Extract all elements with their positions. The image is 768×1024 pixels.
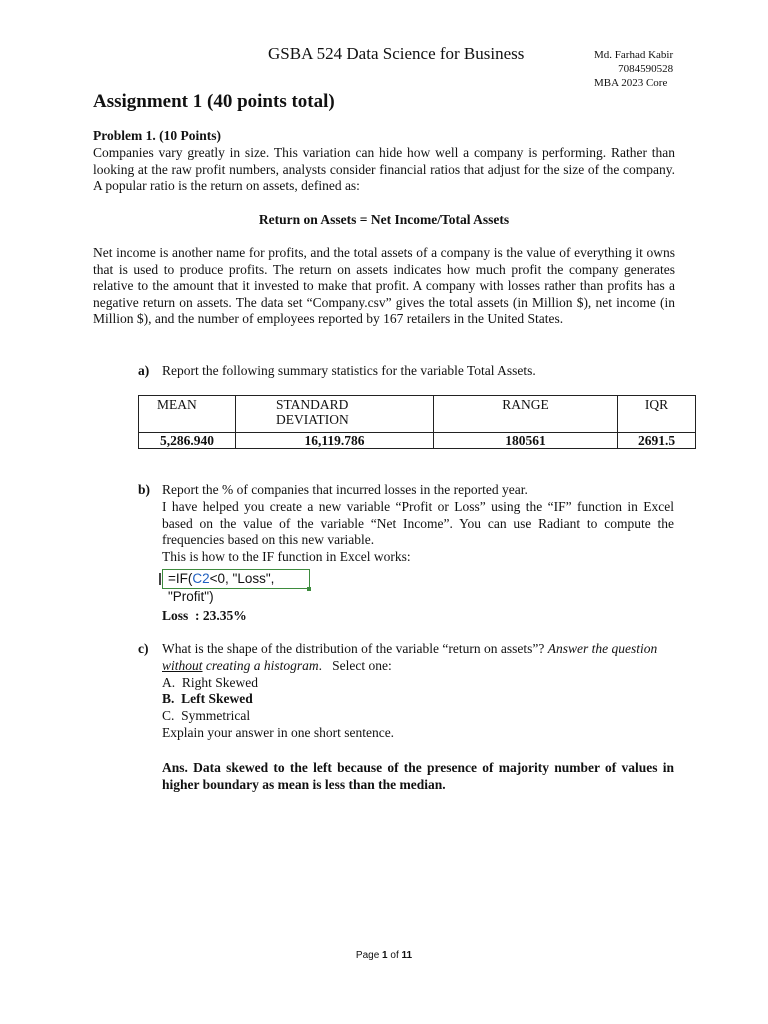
part-b-question: Report the % of companies that incurred losses in the reported year. xyxy=(162,482,528,497)
question-start: What is the shape of the distribution of the variable “return on assets”? xyxy=(162,641,548,656)
part-a-question: Report the following summary statistics for the variable Total Assets. xyxy=(162,363,536,378)
header-std-dev-text: STANDARD DEVIATION xyxy=(276,397,349,427)
roa-formula: Return on Assets = Net Income/Total Assets xyxy=(258,212,510,227)
author-block xyxy=(594,48,673,90)
author-program: MBA 2023 Core xyxy=(594,77,668,89)
author-id: 7084590528 xyxy=(618,63,674,75)
author-name: Md. Farhad Kabir xyxy=(594,49,674,61)
excel-formula-cell xyxy=(162,569,310,604)
part-c-answer: Ans. Data skewed to the left because of the presence of majority number of values in higher boundary as mean is less than the median. xyxy=(162,760,674,792)
fill-handle-icon xyxy=(307,587,311,591)
part-c-text xyxy=(162,641,674,742)
formula-prefix: =IF( xyxy=(168,571,193,586)
option-b-selected: B. Left Skewed xyxy=(162,691,253,707)
page-total: 11 xyxy=(401,950,413,961)
value-range: 180561 xyxy=(434,433,618,449)
value-std-dev: 16,119.786 xyxy=(236,433,434,449)
of-word: of xyxy=(387,950,402,961)
value-iqr: 2691.5 xyxy=(618,433,696,449)
problem-intro: Companies vary greatly in size. This variation can hide how well a company is performing. Rather than looking at the raw profit numbers, analysts consider financial ratios that adjust for the size of the company. A popular ratio is the return on assets, defined as: xyxy=(93,145,675,194)
part-b-if-intro: This is how to the IF function in Excel works: xyxy=(162,549,411,565)
part-b-label: b) xyxy=(138,482,151,497)
question-italic-2: creating a histogram xyxy=(202,657,319,673)
cell-cursor-icon xyxy=(159,573,161,585)
page-footer xyxy=(0,950,768,961)
problem-title: Problem 1. (10 Points) xyxy=(93,128,221,143)
course-title: GSBA 524 Data Science for Business xyxy=(268,44,525,63)
formula-suffix: <0, "Loss", "Profit") xyxy=(168,571,275,604)
summary-stats-table xyxy=(138,395,696,449)
header-std-dev xyxy=(236,396,434,433)
explain-prompt: Explain your answer in one short sentence. xyxy=(162,724,395,740)
loss-answer: Loss : 23.35% xyxy=(162,608,247,623)
header-mean: MEAN xyxy=(139,396,236,433)
question-italic-1: Answer the question xyxy=(547,641,658,656)
problem-description: Net income is another name for profits, and the total assets of a company is the value of everything it owns that is used to produce profits. The return on assets indicates how much profit the company generates relative to the amount that it invested to make that profit. A company with losses rather than profits has a negative return on assets. The data set “Company.csv” gives the total assets (in Million $), net income (in Million $), and the number of employees reported by 167 retailers in the United States. xyxy=(93,245,675,327)
formula-cell-ref: C2 xyxy=(192,571,210,586)
header-iqr: IQR xyxy=(618,396,696,433)
header-range: RANGE xyxy=(434,396,618,433)
table-header-row xyxy=(139,396,696,433)
part-b-hint: I have helped you create a new variable “Profit or Loss” using the “IF” function in Excel based on the value of the variable “Net Income”. You can use Radiant to compute the frequencies based on this new variable. xyxy=(162,498,674,548)
part-b-text xyxy=(162,482,674,566)
option-c: C. Symmetrical xyxy=(162,708,251,724)
page-number: 1 xyxy=(382,950,388,961)
part-a-label: a) xyxy=(138,363,150,378)
value-mean: 5,286.940 xyxy=(139,433,236,449)
question-without: without xyxy=(162,657,203,673)
question-end: . Select one: xyxy=(318,657,392,673)
assignment-title: Assignment 1 (40 points total) xyxy=(93,91,335,112)
option-a: A. Right Skewed xyxy=(162,674,258,690)
page-word: Page xyxy=(355,950,383,961)
table-row xyxy=(139,433,696,449)
part-c-label: c) xyxy=(138,641,149,656)
part-c-question xyxy=(162,641,674,675)
